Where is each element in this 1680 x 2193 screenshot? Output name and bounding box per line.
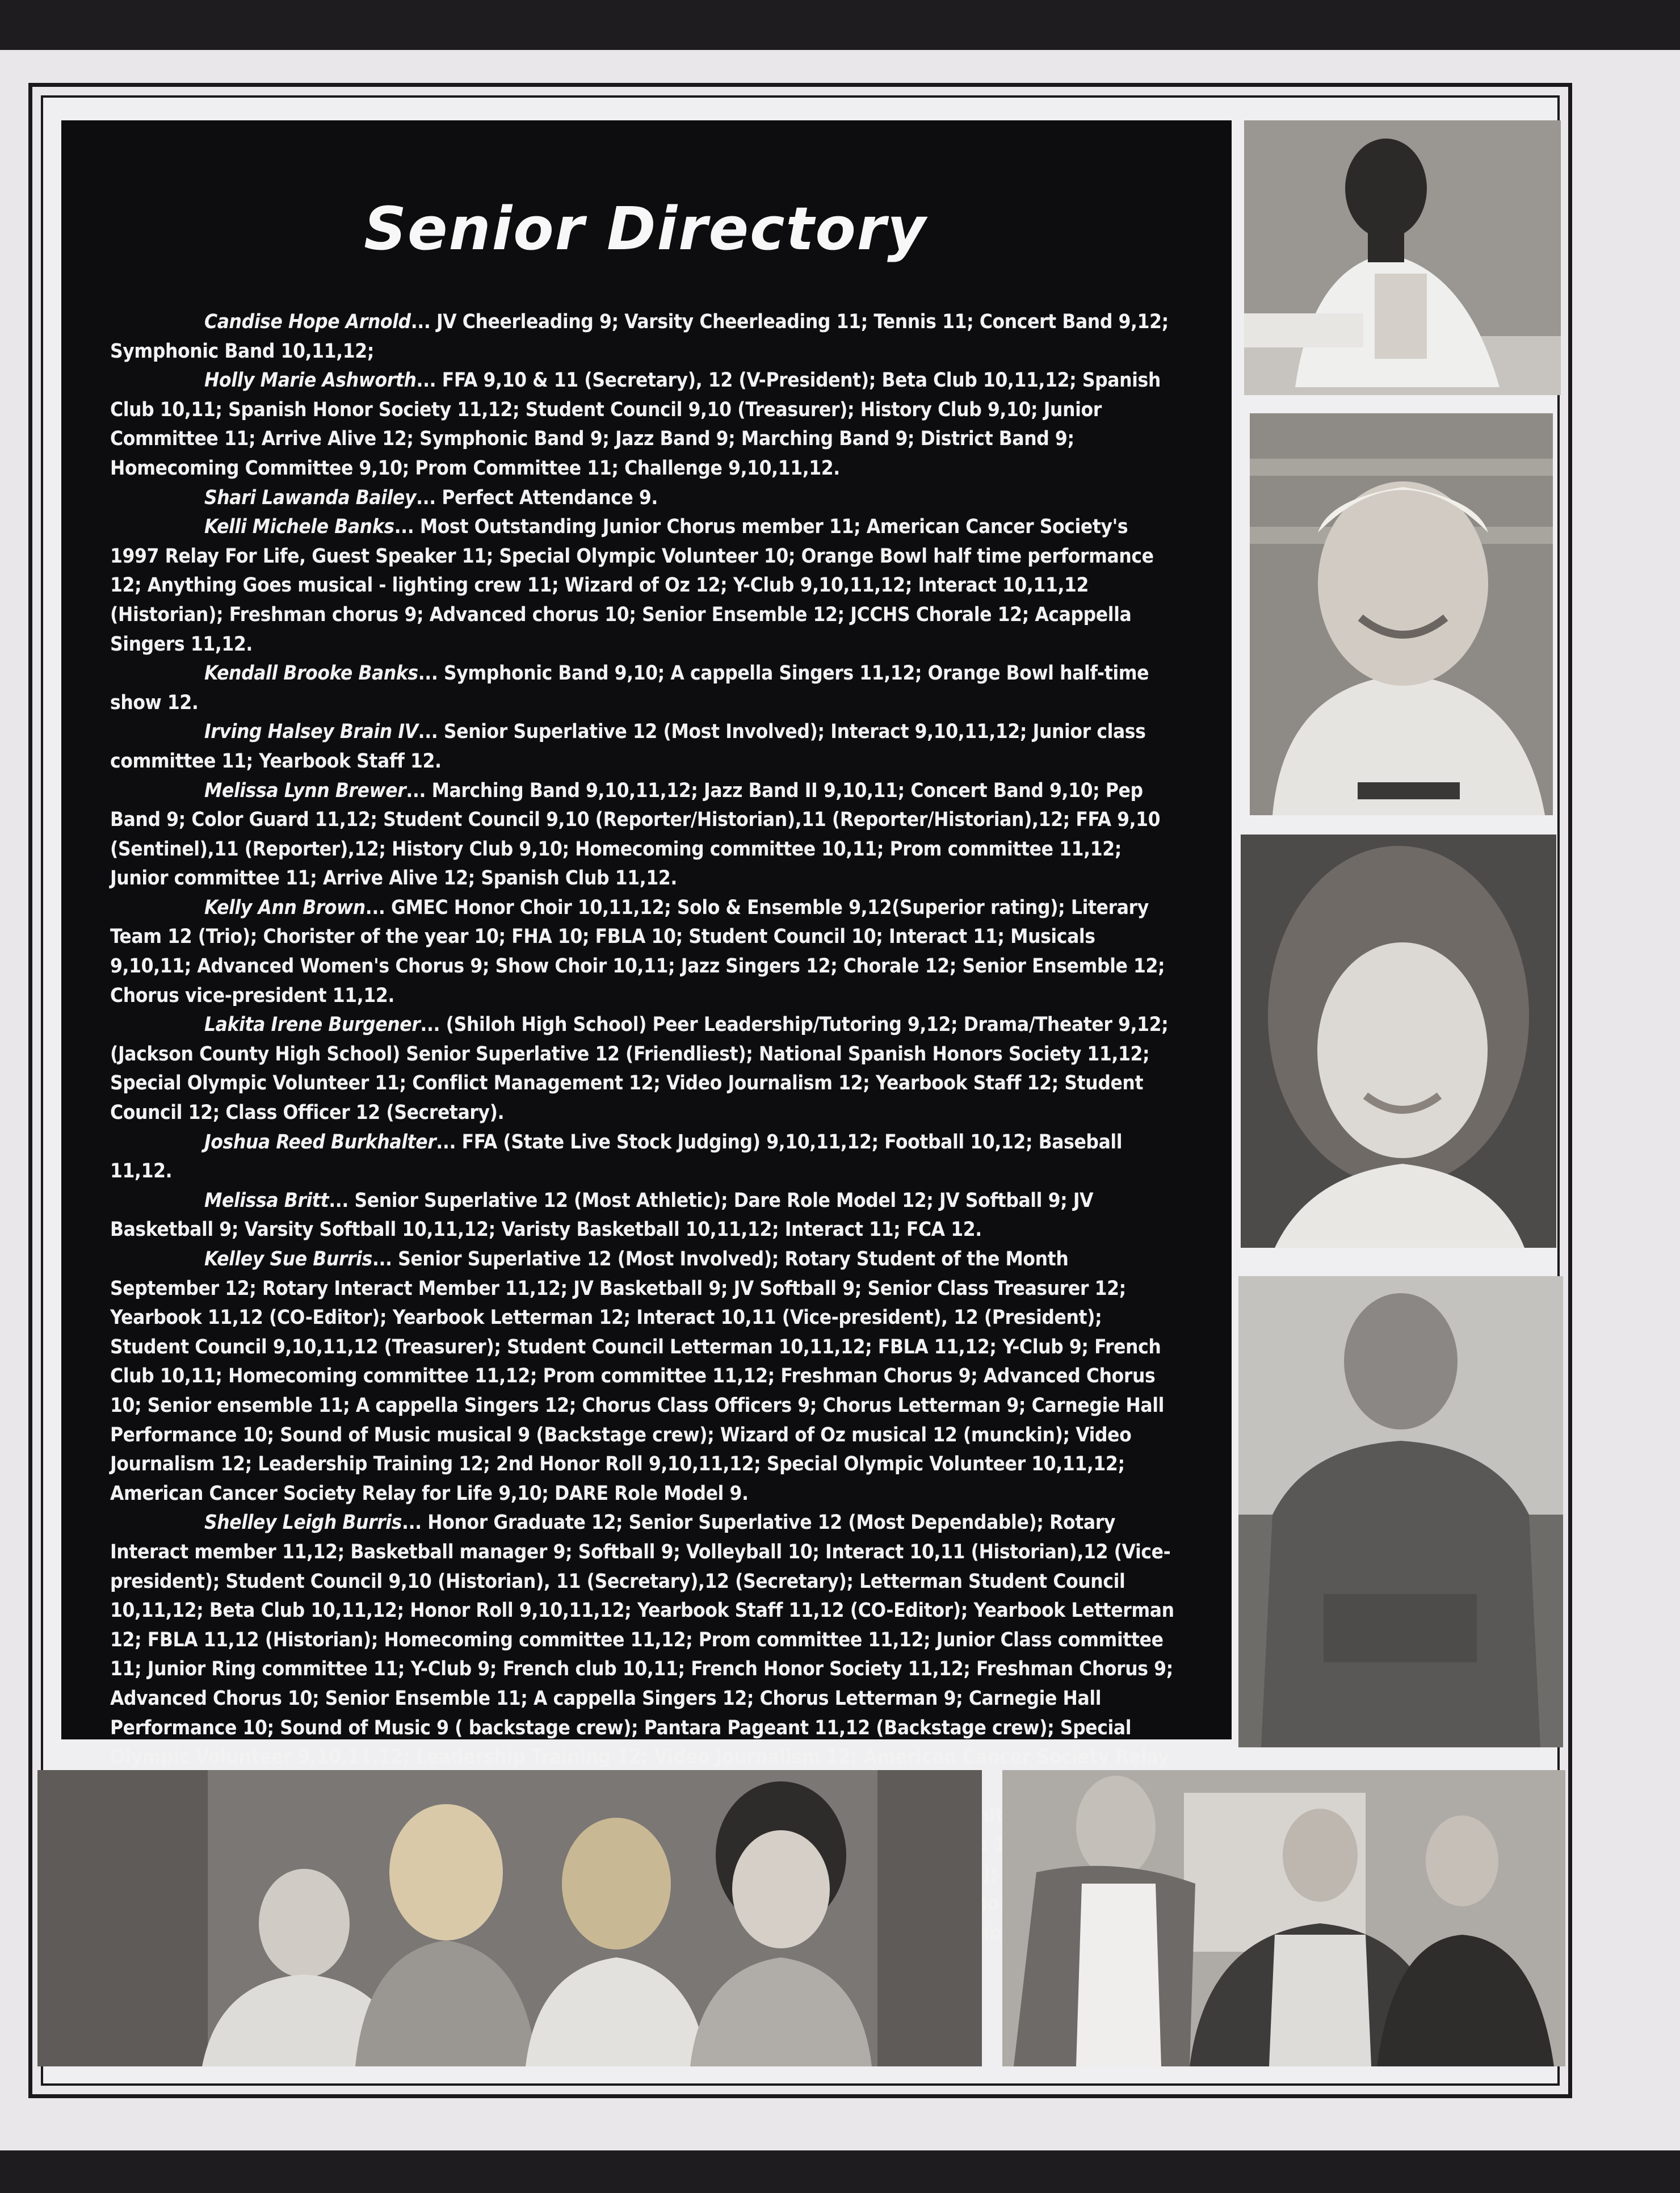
directory-entry: Candise Hope Arnold... JV Cheerleading 9; Varsity Cheerleading 11; Tennis 11; Concert Band 9,12; Symphonic Band 10,11,12; (110, 311, 1169, 363)
student-activities: Senior Superlative 12 (Most Involved); Rotary Student of the Month September 12; Rotary Interact Member 11,12; JV Basketball 9; JV Softball 9; Senior Class Treasurer 12; Yearbook 11,12 (CO-Editor); Yearbook Letterman 12; Interact 10,11 (Vice-president), 12 (President); Student Council 9,10,11,12 (Treasurer); Student Council Letterman 10,11,12; FBLA 11,12; Y-Club 9; French Club 10,11; Homecoming committee 11,12; Prom committee 11,12; Freshman Chorus 9; Advanced Chorus 10; Senior ensemble 11; A cappella Singers 12; Chorus Class Officers 9; Chorus Letterman 9; Carnegie Hall Performance 10; Sound of Music musical 9 (Backstage crew); Wizard of Oz musical 12 (munckin); Video Journalism 12; Leadership Training 12; 2nd Honor Roll 9,10,11,12; Special Olympic Volunteer 10,11,12; American Cancer Society Relay for Life 9,10; DARE Role Model 9. (110, 1248, 1164, 1505)
student-photo (1244, 120, 1561, 395)
student-name: Irving Halsey Brain IV (204, 720, 418, 744)
directory-entries (110, 308, 1181, 1977)
directory-entry: Kendall Brooke Banks... Symphonic Band 9,10; A cappella Singers 11,12; Orange Bowl half-time show 12. (110, 662, 1149, 714)
student-activities: FFA 9,10 & 11 (Secretary), 12 (V-President); Beta Club 10,11,12; Spanish Club 10,11; Spanish Honor Society 11,12; Student Council 9,10 (Treasurer); History Club 9,10; Junior Committee 11; Arrive Alive 12; Symphonic Band 9; Jazz Band 9; Marching Band 9; District Band 9; Homecoming Committee 9,10; Prom Committee 11; Challenge 9,10,11,12. (110, 369, 1161, 480)
group-photo (37, 1770, 982, 2066)
student-name: Kelly Ann Brown (204, 896, 366, 919)
student-photo-image (1241, 835, 1556, 1248)
student-activities: Senior Superlative 12 (Most Involved); Interact 9,10,11,12; Junior class committee 11; Yearbook Staff 12. (110, 720, 1146, 773)
senior-directory-panel (61, 120, 1232, 1915)
yearbook-page (0, 50, 1680, 2150)
student-activities: Senior Superlative 12 (Most Athletic); Dare Role Model 12; JV Softball 9; JV Basketball 9; Varsity Softball 10,11,12; Varisty Basketball 10,11,12; Interact 11; FCA 12. (110, 1189, 1094, 1242)
student-photo (1238, 1276, 1563, 1747)
student-activities: FFA (State Live Stock Judging) 9,10,11,12; Football 10,12; Baseball 11,12. (110, 1130, 1123, 1183)
group-photo-image (1002, 1770, 1565, 2066)
student-name: Melissa Lynn Brewer (204, 779, 406, 802)
student-name: Kendall Brooke Banks (204, 662, 418, 685)
student-name: Kelli Michele Banks (204, 515, 394, 539)
group-photo (1002, 1770, 1565, 2066)
directory-entry: Melissa Lynn Brewer... Marching Band 9,10,11,12; Jazz Band II 9,10,11; Concert Band 9,10; Pep Band 9; Color Guard 11,12; Student Council 9,10 (Reporter/Historian),11 (Reporter/Historian),12; FFA 9,10 (Sentinel),11 (Reporter),12; History Club 9,10; Homecoming committee 10,11; Prom committee 11,12; Junior committee 11; Arrive Alive 12; Spanish Club 11,12. (110, 779, 1161, 890)
group-photo-image (37, 1770, 982, 2066)
directory-entry: Lakita Irene Burgener... (Shiloh High School) Peer Leadership/Tutoring 9,12; Drama/Theater 9,12; (Jackson County High School) Senior Superlative 12 (Friendliest); National Spanish Honors Society 11,12; Special Olympic Volunteer 11; Conflict Management 12; Video Journalism 12; Yearbook Staff 12; Student Council 12; Class Officer 12 (Secretary). (110, 1013, 1169, 1125)
student-activities: Perfect Attendance 9. (442, 486, 658, 509)
directory-entry: Shari Lawanda Bailey... Perfect Attendance 9. (204, 486, 658, 509)
student-activities: Honor Graduate 12; Senior Superlative 12 (Most Dependable); Rotary Interact member 11,12; Basketball manager 9; Softball 9; Volleyball 10; Interact 10,11 (Historian),12 (Vice-president); Student Council 9,10 (Historian), 11 (Secretary),12 (Secretary); Letterman Student Council 10,11,12; Beta Club 10,11,12; Honor Roll 9,10,11,12; Yearbook Staff 11,12 (CO-Editor); Yearbook Letterman 12; FBLA 11,12 (Historian); Homecoming committee 11,12; Prom committee 11,12; Junior Class committee 11; Junior Ring committee 11; Y-Club 9; French club 10,11; French Honor Society 11,12; Freshman Chorus 9; Advanced Chorus 10; Senior Ensemble 11; A cappella Singers 12; Chorus Letterman 9; Carnegie Hall Performance 10; Sound of Music 9 ( backstage crew); Pantara Pageant 11,12 (Backstage crew); Special Olympic Volunteer 9,10,11,12; Leadership Training 12; Video Journalism 12; American Cancer Society Relay (110, 1511, 1174, 1769)
directory-entry: Irving Halsey Brain IV... Senior Superlative 12 (Most Involved); Interact 9,10,11,12; Junior class committee 11; Yearbook Staff 12. (110, 720, 1146, 773)
student-name: Holly Marie Ashworth (204, 369, 417, 392)
student-activities: Symphonic Band 9,10; A cappella Singers 11,12; Orange Bowl half-time show 12. (110, 662, 1149, 714)
student-name: Shari Lawanda Bailey (204, 486, 417, 509)
student-name: Lakita Irene Burgener (204, 1013, 421, 1037)
student-activities: (Shiloh High School) Peer Leadership/Tutoring 9,12; Drama/Theater 9,12; (Jackson County High School) Senior Superlative 12 (Friendliest); National Spanish Honors Society 11,12; Special Olympic Volunteer 11; Conflict Management 12; Video Journalism 12; Yearbook Staff 12; Student Council 12; Class Officer 12 (Secretary). (110, 1013, 1169, 1125)
student-activities: JV Cheerleading 9; Varsity Cheerleading 11; Tennis 11; Concert Band 9,12; Symphonic Band 10,11,12; (110, 311, 1169, 363)
student-activities: Chorus (961, 1892, 1031, 1915)
directory-entry: Kelli Michele Banks... Most Outstanding Junior Chorus member 11; American Cancer Society's 1997 Relay For Life, Guest Speaker 11; Special Olympic Volunteer 10; Orange Bowl half time performance 12; Anything Goes musical - lighting crew 11; Wizard of Oz 12; Y-Club 9,10,11,12; Interact 10,11,12 (Historian); Freshman chorus 9; Advanced chorus 10; Senior Ensemble 12; JCCHS Chorale 12; Acappella Singers 11,12. (110, 515, 1154, 656)
student-activities: Most Outstanding Junior Chorus member 11; American Cancer Society's 1997 Relay For Life, Guest Speaker 11; Special Olympic Volunteer 10; Orange Bowl half time performance 12; Anything Goes musical - lighting crew 11; Wizard of Oz 12; Y-Club 9,10,11,12; Interact 10,11,12 (Historian); Freshman chorus 9; Advanced chorus 10; Senior Ensemble 12; JCCHS Chorale 12; Acappella Singers 11,12. (110, 515, 1154, 656)
directory-entry: Kelly Ann Brown... GMEC Honor Choir 10,11,12; Solo & Ensemble 9,12(Superior rating); Literary Team 12 (Trio); Chorister of the year 10; FHA 10; FBLA 10; Student Council 10; Interact 11; Musicals 9,10,11; Advanced Women's Chorus 9; Show Choir 10,11; Jazz Singers 12; Chorale 12; Senior Ensemble 12; Chorus vice-president 11,12. (110, 896, 1165, 1007)
student-photo-image (1238, 1276, 1563, 1747)
student-name: Melissa Britt (204, 1189, 329, 1212)
page-title: Senior Directory (364, 194, 927, 263)
student-activities: GMEC Honor Choir 10,11,12; Solo & Ensemble 9,12(Superior rating); Literary Team 12 (Trio); Chorister of the year 10; FHA 10; FBLA 10; Student Council 10; Interact 11; Musicals 9,10,11; Advanced Women's Chorus 9; Show Choir 10,11; Jazz Singers 12; Chorale 12; Senior Ensemble 12; Chorus vice-president 11,12. (110, 896, 1165, 1007)
directory-entry: Kelley Sue Burris... Senior Superlative 12 (Most Involved); Rotary Student of the Month September 12; Rotary Interact Member 11,12; JV Basketball 9; JV Softball 9; Senior Class Treasurer 12; Yearbook 11,12 (CO-Editor); Yearbook Letterman 12; Interact 10,11 (Vice-president), 12 (President); Student Council 9,10,11,12 (Treasurer); Student Council Letterman 10,11,12; FBLA 11,12; Y-Club 9; French Club 10,11; Homecoming committee 11,12; Prom committee 11,12; Freshman Chorus 9; Advanced Chorus 10; Senior ensemble 11; A cappella Singers 12; Chorus Class Officers 9; Chorus Letterman 9; Carnegie Hall Performance 10; Sound of Music musical 9 (Backstage crew); Wizard of Oz musical 12 (munckin); Video Journalism 12; Leadership Training 12; 2nd Honor Roll 9,10,11,12; Special Olympic Volunteer 10,11,12; American Cancer Society Relay for Life 9,10; DARE Role Model 9. (110, 1248, 1164, 1505)
student-photo-image (1244, 120, 1561, 395)
student-photo-image (1250, 413, 1553, 815)
student-name: Joshua Reed Burkhalter (204, 1130, 436, 1154)
directory-entry: Joshua Reed Burkhalter... FFA (State Live Stock Judging) 9,10,11,12; Football 10,12; Baseball 11,12. (110, 1130, 1123, 1183)
directory-entry: Holly Marie Ashworth... FFA 9,10 & 11 (Secretary), 12 (V-President); Beta Club 10,11,12; Spanish Club 10,11; Spanish Honor Society 11,12; Student Council 9,10 (Treasurer); History Club 9,10; Junior Committee 11; Arrive Alive 12; Symphonic Band 9; Jazz Band 9; Marching Band 9; District Band 9; Homecoming Committee 9,10; Prom Committee 11; Challenge 9,10,11,12. (110, 369, 1161, 480)
student-activities: Marching Band 9,10,11,12; Jazz Band II 9,10,11; Concert Band 9,10; Pep Band 9; Color Guard 11,12; Student Council 9,10 (Reporter/Historian),11 (Reporter/Historian),12; FFA 9,10 (Sentinel),11 (Reporter),12; History Club 9,10; Homecoming committee 10,11; Prom committee 11,12; Junior committee 11; Arrive Alive 12; Spanish Club 11,12. (110, 779, 1161, 890)
student-name: Shelley Leigh Burris (204, 1511, 402, 1534)
student-name: Kelley Sue Burris (204, 1248, 372, 1270)
directory-entry: Shelley Leigh Burris... Honor Graduate 12; Senior Superlative 12 (Most Dependable); Rotary Interact member 11,12; Basketball manager 9; Softball 9; Volleyball 10; Interact 10,11 (Historian),12 (Vice-president); Student Council 9,10 (Historian), 11 (Secretary),12 (Secretary); Letterman Student Council 10,11,12; Beta Club 10,11,12; Honor Roll 9,10,11,12; Yearbook Staff 11,12 (CO-Editor); Yearbook Letterman 12; FBLA 11,12 (Historian); Homecoming committee 11,12; Prom committee 11,12; Junior Class committee 11; Junior Ring committee 11; Y-Club 9; French club 10,11; French Honor Society 11,12; Freshman Chorus 9; Advanced Chorus 10; Senior Ensemble 11; A cappella Singers 12; Chorus Letterman 9; Carnegie Hall Performance 10; Sound of Music 9 ( backstage crew); Pantara Pageant 11,12 (Backstage crew); Special Olympic Volunteer 9,10,11,12; Leadership Training 12; Video Journalism 12; American Cancer Society Relay (110, 1508, 1181, 1801)
student-photo (1241, 835, 1556, 1248)
directory-entry: Melissa Britt... Senior Superlative 12 (Most Athletic); Dare Role Model 12; JV Softball 9; JV Basketball 9; Varsity Softball 10,11,12; Varisty Basketball 10,11,12; Interact 11; FCA 12. (110, 1189, 1094, 1242)
student-photo (1250, 413, 1553, 815)
student-name: Candise Hope Arnold (204, 311, 411, 333)
